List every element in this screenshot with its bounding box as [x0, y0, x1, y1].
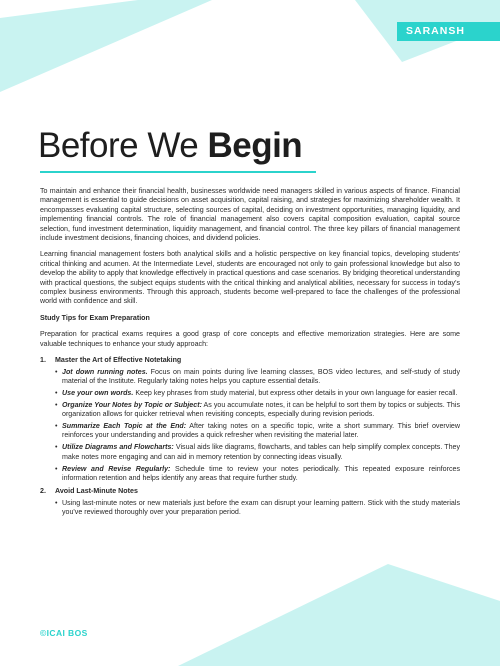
item-text: Focus on main points during live learning classes, BOS video lectures, and self-study of study material of the Institute. Regularly taking notes helps you capture essential details.	[62, 367, 461, 385]
bottom-teal-triangle	[178, 564, 500, 666]
list-item	[55, 443, 460, 462]
tip-section-heading	[40, 356, 460, 365]
item-lead: Summarize Each Topic at the End:	[62, 422, 187, 431]
item-text: Visual aids like diagrams, flowcharts, and tables can help simplify complex concepts. They make notes more engaging and can aid in memory retention by connecting ideas visually.	[62, 443, 461, 461]
item-lead: Organize Your Notes by Topic or Subject:	[62, 400, 202, 409]
list-item	[55, 401, 460, 420]
item-text: As you accumulate notes, it can be helpful to sort them by topics or subjects. This organization allows for quicker retrieval when revisiting concepts, especially during revision periods.	[62, 400, 460, 419]
bullet-icon: •	[55, 400, 58, 409]
bullet-icon: •	[55, 464, 58, 473]
title-light: Before We	[38, 126, 199, 165]
intro-paragraph-2: Learning financial management fosters both analytical skills and a holistic perspective on key financial topics, developing students' critical thinking and acumen. At the Intermediate Level, students are encouraged not only to gain professional knowledge but also to develop the ability to apply that knowledge effectively in practical questions and case scenarios. By bridging theoretical understanding with practical questions, the subject equips students with the critical thinking and analytical abilities, necessary for success in today's complex business environments. Through this approach, students become well-prepared to face the challenges of the professional world with confidence and skill.	[40, 250, 460, 306]
page-title	[38, 124, 302, 168]
item-text: Keep key phrases from study material, but express other details in your own language for easier recall.	[133, 388, 458, 397]
item-text: Schedule time to review your notes periodically. This repeated exposure reinforces information retention and helps identify any areas that require further study.	[62, 464, 460, 483]
tip-section-heading	[40, 487, 460, 496]
tip-section-title: Avoid Last-Minute Notes	[55, 487, 138, 496]
study-tips-heading: Study Tips for Exam Preparation	[40, 313, 150, 322]
list-item	[55, 368, 460, 387]
item-text: After taking notes on a specific topic, write a short summary. This brief overview reinforces your understanding and provides a quick refresher when revisiting the material later.	[62, 422, 460, 440]
title-underline	[40, 171, 316, 173]
list-item	[55, 422, 460, 441]
study-tips-intro: Preparation for practical exams requires a good grasp of core concepts and effective memorization strategies. Here are some valuable techniques to enhance your study approach:	[40, 330, 460, 348]
item-lead: Review and Revise Regularly:	[62, 464, 171, 473]
item-lead: Utilize Diagrams and Flowcharts:	[62, 443, 174, 452]
footer-copyright: ©ICAI BOS	[40, 628, 88, 638]
tip-section-title: Master the Art of Effective Notetaking	[55, 356, 182, 365]
item-lead: Use your own words.	[62, 388, 134, 397]
bullet-icon: •	[55, 367, 58, 376]
item-lead: Jot down running notes.	[62, 367, 148, 376]
tip-section-number: 2.	[40, 487, 46, 496]
tip-section-1	[40, 356, 460, 483]
list-item	[55, 389, 460, 398]
item-text: Using last-minute notes or new materials just before the exam can disrupt your learning pattern. Stick with the study materials you've reviewed thoroughly over your preparation period.	[62, 498, 460, 517]
bullet-icon: •	[55, 443, 58, 452]
brand-label: SARANSH	[397, 22, 500, 41]
tip-bullets	[40, 368, 460, 484]
list-item	[55, 499, 460, 518]
body-content	[40, 187, 460, 522]
tips-list	[40, 356, 460, 518]
tip-section-number: 1.	[40, 356, 46, 365]
tip-bullets	[40, 499, 460, 518]
title-bold: Begin	[207, 126, 303, 165]
intro-paragraph-1: To maintain and enhance their financial health, businesses worldwide need managers skilled in various aspects of finance. Financial management is essential to guide decisions on asset acquisition, capital raising, and strategies for maximizing shareholder wealth. It encompasses evaluating capital structure, selecting sources of capital, deciding on investment opportunities, managing liquidity, and implementing financial controls. The role of financial management also covers capital composition evaluation, capital source selection, fund investment determination, liquidity management, and financial control. The three key pillars of financial management include investment decisions, financing choices, and dividend policies.	[40, 187, 460, 243]
list-item	[55, 465, 460, 484]
tip-section-2	[40, 487, 460, 517]
bullet-icon: •	[55, 498, 58, 507]
bullet-icon: •	[55, 422, 58, 431]
top-left-teal-triangle	[0, 0, 212, 92]
bullet-icon: •	[55, 388, 58, 397]
